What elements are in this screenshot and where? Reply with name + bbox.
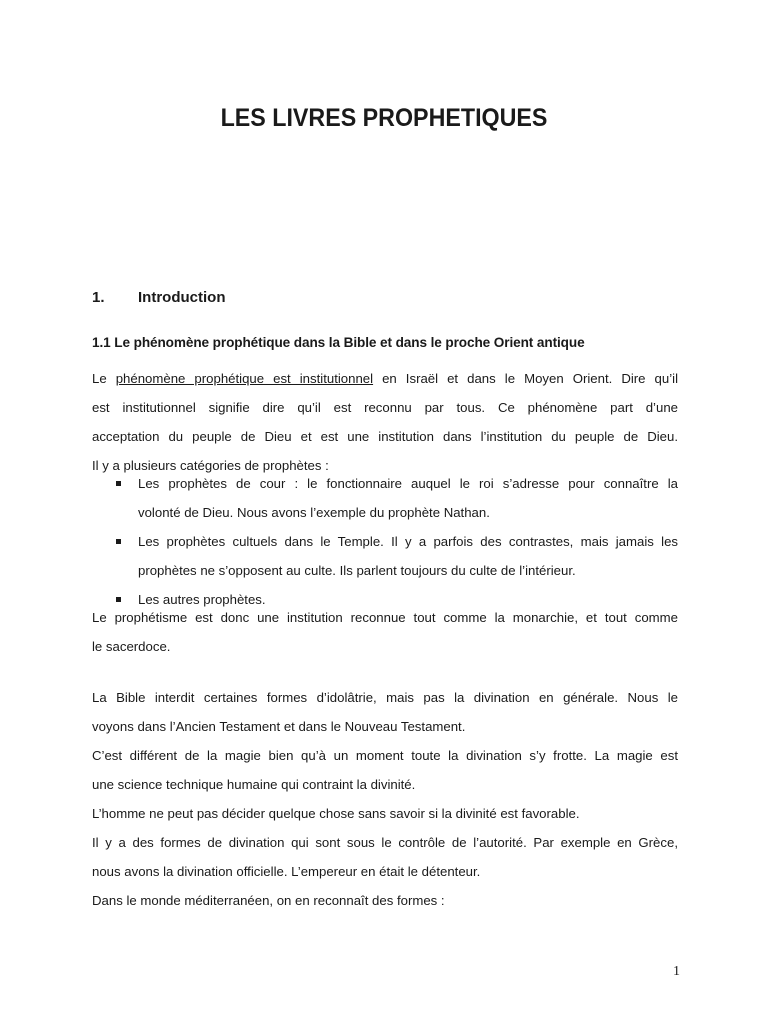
paragraph-line: La Bible interdit certaines formes d’idolâtrie, mais pas la divination en générale. Nous le <box>92 690 678 705</box>
paragraph-line: nous avons la divination officielle. L’empereur en était le détenteur. <box>92 864 481 879</box>
paragraph-line: L’homme ne peut pas décider quelque chose sans savoir si la divinité est favorable. <box>92 806 580 821</box>
bullet-square-icon <box>116 597 121 602</box>
list-item <box>92 527 678 585</box>
section-number: 1. <box>92 289 105 306</box>
paragraph-line: C’est différent de la magie bien qu’à un moment toute la divination s’y frotte. La magie est <box>92 748 678 763</box>
paragraph-divination <box>92 683 678 915</box>
page-number: 1 <box>673 964 680 979</box>
document-title: LES LIVRES PROPHETIQUES <box>220 104 548 132</box>
section-title: Introduction <box>138 289 226 306</box>
list-item-line: Les autres prophètes. <box>138 592 266 607</box>
list-item-line: Les prophètes de cour : le fonctionnaire auquel le roi s’adresse pour connaître la <box>138 476 678 491</box>
paragraph-line: une science technique humaine qui contraint la divinité. <box>92 777 416 792</box>
prophet-categories-list <box>92 469 678 614</box>
paragraph-line: Il y a des formes de divination qui sont sous le contrôle de l’autorité. Par exemple en Grèce, <box>92 835 678 850</box>
section-heading <box>92 289 225 306</box>
paragraph-line: Dans le monde méditerranéen, on en reconnaît des formes : <box>92 893 445 908</box>
bullet-square-icon <box>116 539 121 544</box>
bullet-square-icon <box>116 481 121 486</box>
paragraph-line: acceptation du peuple de Dieu et est une institution dans l’institution du peuple de Dieu. <box>92 429 678 444</box>
list-item-line: volonté de Dieu. Nous avons l’exemple du prophète Nathan. <box>138 505 490 520</box>
list-item-line: prophètes ne s’opposent au culte. Ils parlent toujours du culte de l’intérieur. <box>138 563 576 578</box>
paragraph-line <box>92 364 678 393</box>
paragraph-lead: Le <box>92 371 116 386</box>
paragraph-line: le sacerdoce. <box>92 639 171 654</box>
paragraph-line: voyons dans l’Ancien Testament et dans le Nouveau Testament. <box>92 719 466 734</box>
underlined-phrase: phénomène prophétique est institutionnel <box>115 371 374 386</box>
list-item <box>92 469 678 527</box>
paragraph-prophetism <box>92 603 678 661</box>
paragraph-institutional <box>92 364 678 480</box>
subsection-heading: 1.1 Le phénomène prophétique dans la Bible et dans le proche Orient antique <box>92 335 585 350</box>
paragraph-line: est institutionnel signifie dire qu’il est reconnu par tous. Ce phénomène part d’une <box>92 400 678 415</box>
paragraph-line: Le prophétisme est donc une institution reconnue tout comme la monarchie, et tout comme <box>92 610 678 625</box>
list-item-line: Les prophètes cultuels dans le Temple. Il y a parfois des contrastes, mais jamais les <box>138 534 678 549</box>
categories-intro: Il y a plusieurs catégories de prophètes : <box>92 458 329 473</box>
paragraph-line-rest: en Israël et dans le Moyen Orient. Dire qu’il <box>373 371 678 386</box>
